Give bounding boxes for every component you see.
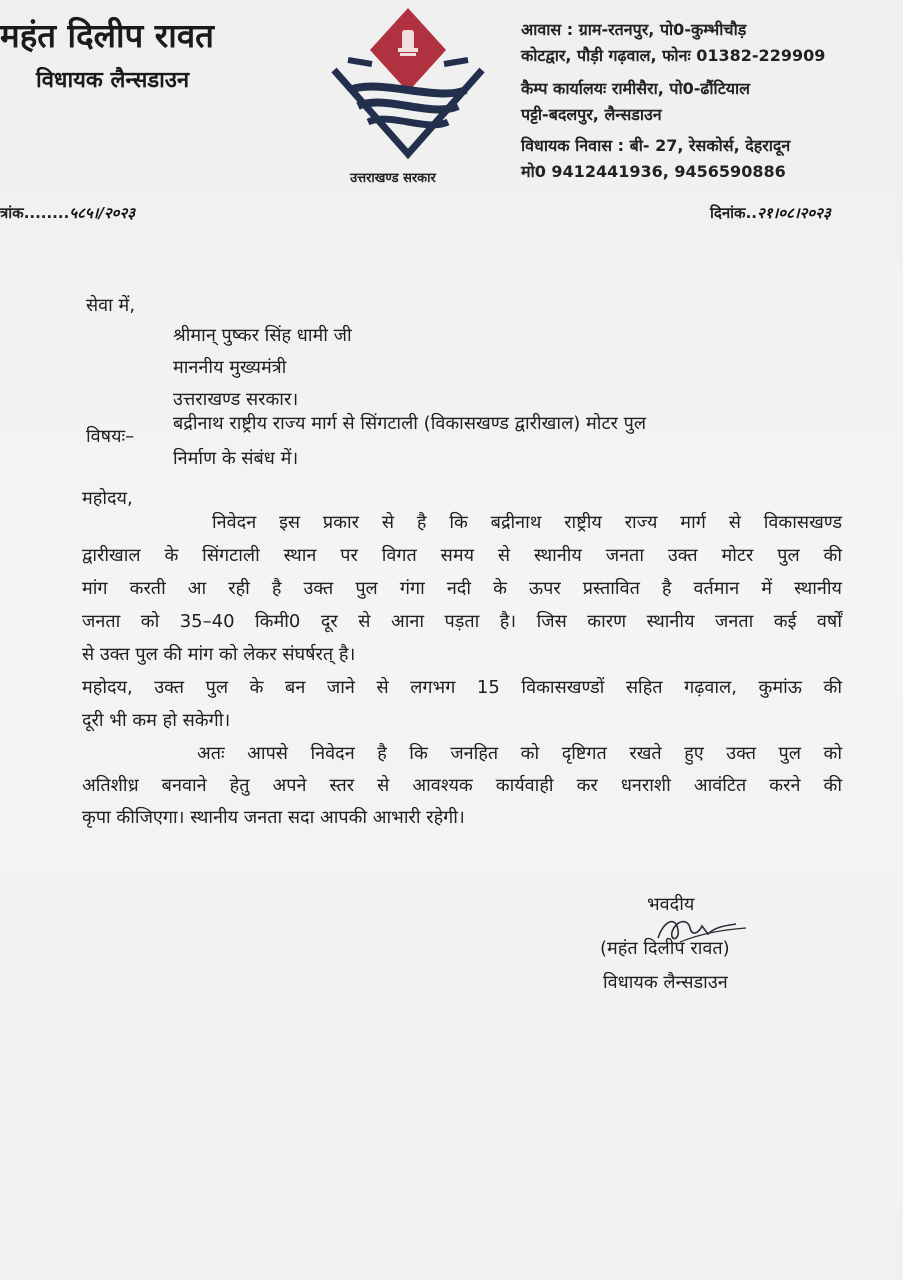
paragraph-2-line-2: दूरी भी कम हो सकेगी।	[82, 710, 231, 731]
reference-label: त्रांक	[0, 204, 24, 222]
recipient-line-2: माननीय मुख्यमंत्री	[173, 357, 287, 378]
uttarakhand-emblem-logo	[328, 4, 488, 194]
letter-date	[710, 203, 831, 223]
subject-line-2: निर्माण के संबंध में।	[173, 448, 299, 469]
reference-number	[0, 203, 135, 223]
recipient-line-3: उत्तराखण्ड सरकार।	[173, 389, 299, 410]
subject-line-1: बद्रीनाथ राष्ट्रीय राज्य मार्ग से सिंगटाली (विकासखण्ड द्वारीखाल) मोटर पुल	[173, 413, 647, 434]
reference-value: ५८५।/२०२३	[69, 204, 136, 222]
salutation-to: सेवा में,	[86, 295, 136, 316]
paragraph-1-line-2: द्वारीखाल के सिंगटाली स्थान पर विगत समय से स्थानीय जनता उक्त मोटर पुल की	[82, 545, 842, 566]
recipient-line-1: श्रीमान् पुष्कर सिंह धामी जी	[173, 325, 352, 346]
valediction: भवदीय	[647, 894, 695, 915]
letterhead-name: महंत दिलीप रावत	[0, 16, 214, 55]
emblem-caption: उत्तराखण्ड सरकार	[350, 171, 436, 186]
signatory-name: (महंत दिलीप रावत)	[600, 938, 730, 959]
address-line-4: पट्टी-बदलपुर, लैन्सडाउन	[521, 105, 662, 124]
date-dots: ..	[745, 204, 757, 222]
letterhead-designation: विधायक लैन्सडाउन	[36, 68, 190, 93]
date-value: २१।०८।२०२३	[757, 204, 831, 222]
paragraph-1-line-1: निवेदन इस प्रकार से है कि बद्रीनाथ राष्ट्रीय राज्य मार्ग से विकासखण्ड	[212, 512, 842, 533]
subject-label: विषयः–	[86, 426, 135, 447]
paragraph-2-line-1: महोदय, उक्त पुल के बन जाने से लगभग 15 विकासखण्डों सहित गढ़वाल, कुमांऊ की	[82, 677, 842, 698]
paragraph-3-line-1: अतः आपसे निवेदन है कि जनहित को दृष्टिगत रखते हुए उक्त पुल को	[197, 743, 842, 764]
paragraph-3-line-2: अतिशीध्र बनवाने हेतु अपने स्तर से आवश्यक कार्यवाही कर धनराशी आवंटित करने की	[82, 775, 842, 796]
address-line-3: कैम्प कार्यालयः रामीसैरा, पो0-ढौंटियाल	[521, 79, 751, 98]
signatory-designation: विधायक लैन्सडाउन	[603, 972, 728, 993]
address-line-5: विधायक निवास : बी- 27, रेसकोर्स, देहरादून	[521, 136, 791, 155]
reference-dots: ........	[23, 204, 70, 222]
paragraph-1-line-3: मांग करती आ रही है उक्त पुल गंगा नदी के ऊपर प्रस्तावित है वर्तमान में स्थानीय	[82, 578, 842, 599]
paragraph-1-line-4: जनता को 35–40 किमी0 दूर से आना पड़ता है। जिस कारण स्थानीय जनता कई वर्षों	[82, 611, 842, 632]
greeting: महोदय,	[82, 488, 133, 509]
address-line-1: आवास : ग्राम-रतनपुर, पो0-कुम्भीचौड़	[521, 20, 747, 39]
paragraph-3-line-3: कृपा कीजिएगा। स्थानीय जनता सदा आपकी आभारी रहेगी।	[82, 807, 465, 828]
address-line-6: मो0 9412441936, 9456590886	[521, 162, 786, 181]
paragraph-1-line-5: से उक्त पुल की मांग को लेकर संघर्षरत् है।	[82, 644, 356, 665]
date-label: दिनांक	[710, 204, 746, 222]
address-line-2: कोटद्वार, पौड़ी गढ़वाल, फोनः 01382-229909	[521, 46, 826, 65]
